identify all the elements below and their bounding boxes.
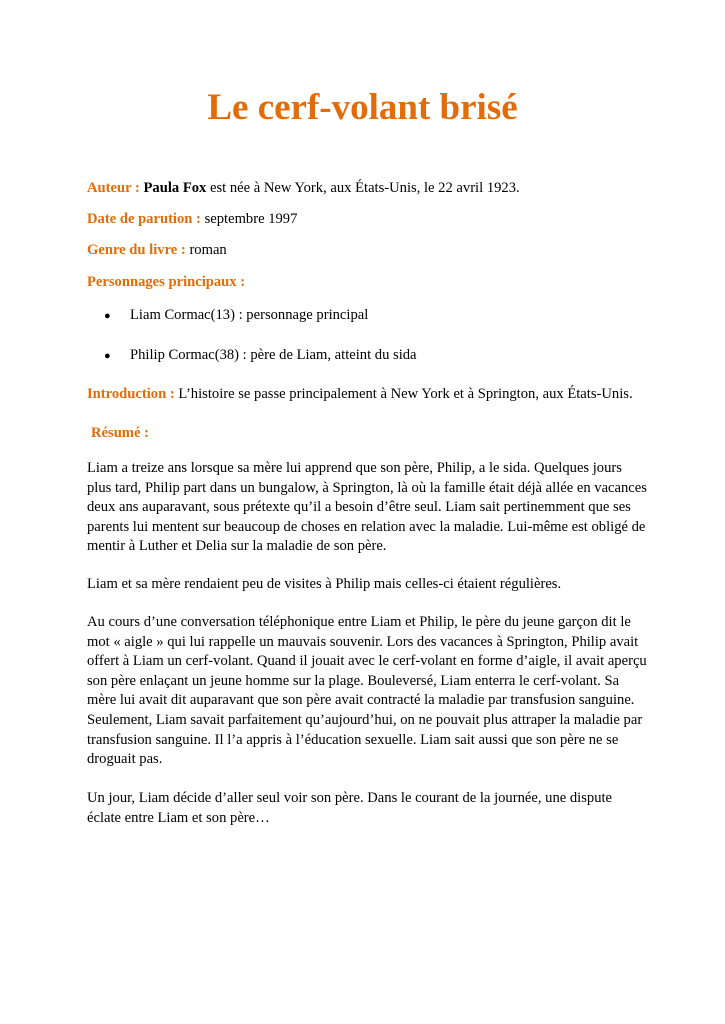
genre-label: Genre du livre :	[87, 242, 186, 258]
author-name: Paula Fox	[143, 180, 207, 196]
bullet-icon: ●	[104, 350, 111, 362]
summary-paragraph: Liam a treize ans lorsque sa mère lui apprend que son père, Philip, a le sida. Quelques jours plus tard, Philip part dans un bungalow, à Springton, là où la famille était déjà allée en vacances deux ans auparavant, sous prétexte qu’il a besoin d’être seul. Liam sait pertinemment que ses parents lui mentent sur beaucoup de choses en relation avec la maladie. Lui-même est obligé de mentir à Luther et Delia sur la maladie de son père.	[87, 460, 647, 555]
bullet-icon: ●	[104, 310, 111, 322]
publication-label: Date de parution :	[87, 211, 201, 227]
summary-paragraph: Liam et sa mère rendaient peu de visites à Philip mais celles-ci étaient régulières.	[87, 576, 562, 592]
list-item-text: Philip Cormac(38) : père de Liam, atteint du sida	[130, 347, 417, 363]
introduction-label: Introduction :	[87, 386, 175, 402]
summary-heading	[91, 423, 149, 443]
author-label: Auteur :	[87, 180, 140, 196]
characters-heading	[87, 272, 245, 292]
author-line	[87, 178, 520, 198]
publication-value: septembre 1997	[204, 211, 298, 227]
introduction-line	[87, 384, 633, 404]
author-text: est née à New York, aux États-Unis, le 22 avril 1923.	[210, 180, 520, 196]
list-item	[104, 345, 417, 366]
summary-paragraph: Au cours d’une conversation téléphonique entre Liam et Philip, le père du jeune garçon dit le mot « aigle » qui lui rappelle un mauvais souvenir. Lors des vacances à Springton, Philip avait offert à Liam un cerf-volant. Quand il jouait avec le cerf-volant en forme d’aigle, il avait aperçu son père enlaçant un jeune homme sur la plage. Bouleversé, Liam enterra le cerf-volant. Sa mère lui avait dit auparavant que son père avait contracté la maladie par transfusion sanguine. Seulement, Liam savait parfaitement qu’aujourd’hui, on ne pouvait plus attraper la maladie par transfusion sanguine. Il l’a appris à l’éducation sexuelle. Liam sait aussi que son père ne se droguait pas.	[87, 614, 647, 768]
introduction-text: L’histoire se passe principalement à New York et à Springton, aux États-Unis.	[178, 386, 633, 402]
genre-line	[87, 240, 227, 260]
summary-paragraph: Un jour, Liam décide d’aller seul voir son père. Dans le courant de la journée, une dispute éclate entre Liam et son père…	[87, 790, 613, 826]
document-title: Le cerf-volant brisé	[207, 87, 518, 128]
summary-label: Résumé :	[91, 425, 149, 441]
characters-label: Personnages principaux :	[87, 274, 246, 290]
publication-line	[87, 209, 297, 229]
genre-value: roman	[189, 242, 227, 258]
list-item-text: Liam Cormac(13) : personnage principal	[130, 307, 369, 323]
list-item	[104, 305, 368, 326]
